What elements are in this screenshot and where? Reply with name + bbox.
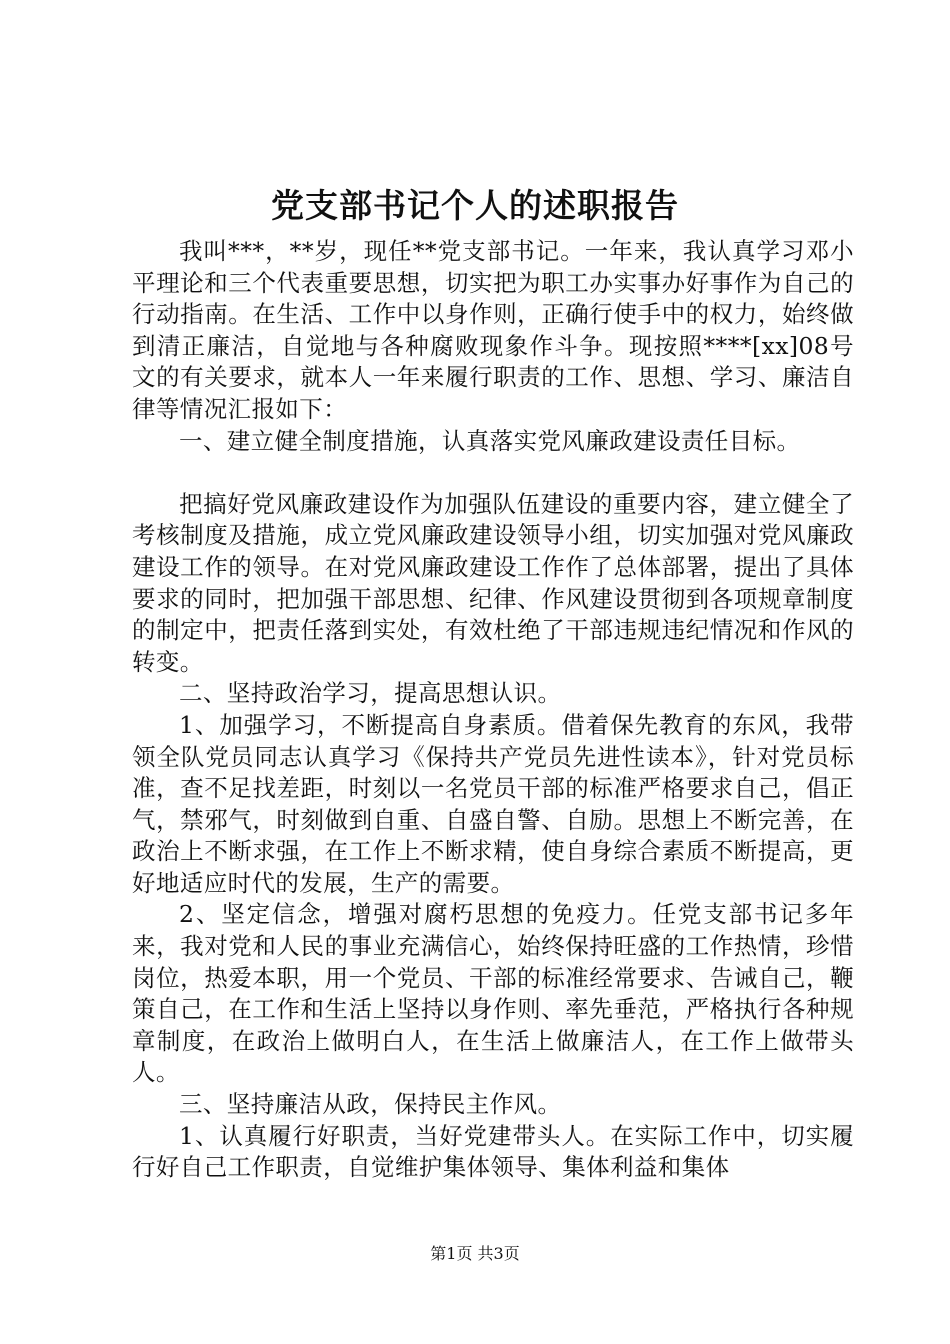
- document-title: 党支部书记个人的述职报告: [271, 186, 679, 225]
- document-body: [132, 236, 854, 1184]
- section-heading-2: 二、坚持政治学习，提高思想认识。: [179, 679, 562, 708]
- section-heading-1: 一、建立健全制度措施，认真落实党风廉政建设责任目标。: [179, 426, 801, 455]
- paragraph-item-2-2: 2、坚定信念，增强对腐朽思想的免疫力。任党支部书记多年来，我对党和人民的事业充满信心，始终保持旺盛的工作热情，珍惜岗位，热爱本职，用一个党员、干部的标准经常要求、告诫自己，鞭策自己，在工作和生活上坚持以身作则、率先垂范，严格执行各种规章制度，在政治上做明白人，在生活上做廉洁人，在工作上做带头人。: [132, 900, 854, 1087]
- page-footer: 第1页 共3页: [430, 1244, 520, 1263]
- paragraph-section-1: 把搞好党风廉政建设作为加强队伍建设的重要内容，建立健全了考核制度及措施，成立党风廉政建设领导小组，切实加强对党风廉政建设工作的领导。在对党风廉政建设工作作了总体部署，提出了具体要求的同时，把加强干部思想、纪律、作风建设贯彻到各项规章制度的制定中，把责任落到实处，有效杜绝了干部违规违纪情况和作风的转变。: [132, 489, 854, 676]
- paragraph-item-3-1: 1、认真履行好职责，当好党建带头人。在实际工作中，切实履行好自己工作职责，自觉维护集体领导、集体利益和集体: [132, 1121, 854, 1182]
- paragraph-intro: 我叫***，**岁，现任**党支部书记。一年来，我认真学习邓小平理论和三个代表重要思想，切实把为职工办实事办好事作为自己的行动指南。在生活、工作中以身作则，正确行使手中的权力，始终做到清正廉洁，自觉地与各种腐败现象作斗争。现按照****[xx]08号文的有关要求，就本人一年来履行职责的工作、思想、学习、廉洁自律等情况汇报如下：: [132, 237, 854, 423]
- paragraph-item-2-1: 1、加强学习，不断提高自身素质。借着保先教育的东风，我带领全队党员同志认真学习《保持共产党员先进性读本》，针对党员标准，查不足找差距，时刻以一名党员干部的标准严格要求自己，倡正气，禁邪气，时刻做到自重、自盛自警、自励。思想上不断完善，在政治上不断求强，在工作上不断求精，使自身综合素质不断提高，更好地适应时代的发展，生产的需要。: [132, 710, 854, 897]
- section-heading-3: 三、坚持廉洁从政，保持民主作风。: [179, 1090, 562, 1119]
